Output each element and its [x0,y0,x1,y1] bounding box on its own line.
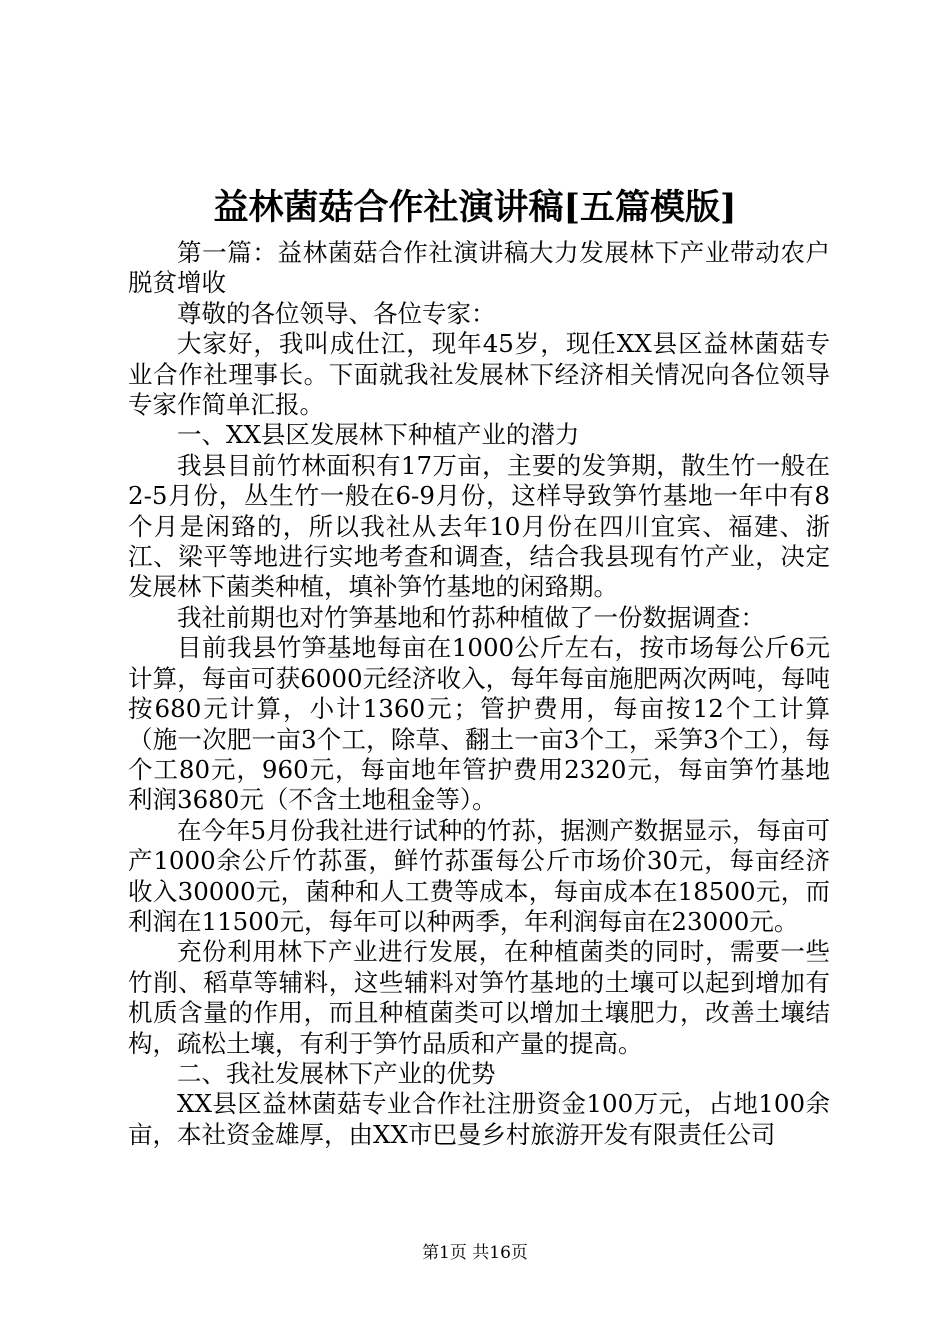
paragraph-10: 二、我社发展林下产业的优势 [177,1058,496,1088]
document-title: 益林菌菇合作社演讲稿[五篇模版] [213,187,737,228]
paragraph-5: 我县目前竹林面积有17万亩，主要的发笋期，散生竹一般在2-5月份，丛生竹一般在6-9月份，这样导致笋竹基地一年中有8个月是闲臵的，所以我社从去年10月份在四川宜宾、福建、浙江、梁平等地进行实地考查和调查，结合我县现有竹产业，决定发展林下菌类种植，填补笋竹基地的闲臵期。 [128,450,830,602]
document-body [128,238,830,1150]
page-footer: 第1页 共16页 [422,1243,528,1263]
paragraph-3: 大家好，我叫成仕江，现年45岁，现任XX县区益林菌菇专业合作社理事长。下面就我社发展林下经济相关情况向各位领导专家作简单汇报。 [128,329,830,420]
paragraph-4: 一、XX县区发展林下种植产业的潜力 [177,420,580,450]
paragraph-11: XX县区益林菌菇专业合作社注册资金100万元，占地100余亩，本社资金雄厚，由XX市巴曼乡村旅游开发有限责任公司 [128,1089,830,1149]
paragraph-7: 目前我县竹笋基地每亩在1000公斤左右，按市场每公斤6元计算，每亩可获6000元经济收入，每年每亩施肥两次两吨，每吨按680元计算，小计1360元；管护费用，每亩按12个工计算（施一次肥一亩3个工，除草、翻土一亩3个工，采笋3个工），每个工80元，960元，每亩地年管护费用2320元，每亩笋竹基地利润3680元（不含土地租金等）。 [128,633,830,815]
paragraph-1: 第一篇：益林菌菇合作社演讲稿大力发展林下产业带动农户脱贫增收 [128,238,830,298]
paragraph-6: 我社前期也对竹笋基地和竹荪种植做了一份数据调查： [177,602,765,632]
paragraph-2: 尊敬的各位领导、各位专家： [177,298,496,328]
paragraph-8: 在今年5月份我社进行试种的竹荪，据测产数据显示，每亩可产1000余公斤竹荪蛋，鲜竹荪蛋每公斤市场价30元，每亩经济收入30000元，菌种和人工费等成本，每亩成本在18500元，而利润在11500元，每年可以种两季，年利润每亩在23000元。 [128,815,830,936]
paragraph-9: 充份利用林下产业进行发展，在种植菌类的同时，需要一些竹削、稻草等辅料，这些辅料对笋竹基地的土壤可以起到增加有机质含量的作用，而且种植菌类可以增加土壤肥力，改善土壤结构，疏松土壤，有利于笋竹品质和产量的提高。 [128,937,830,1058]
